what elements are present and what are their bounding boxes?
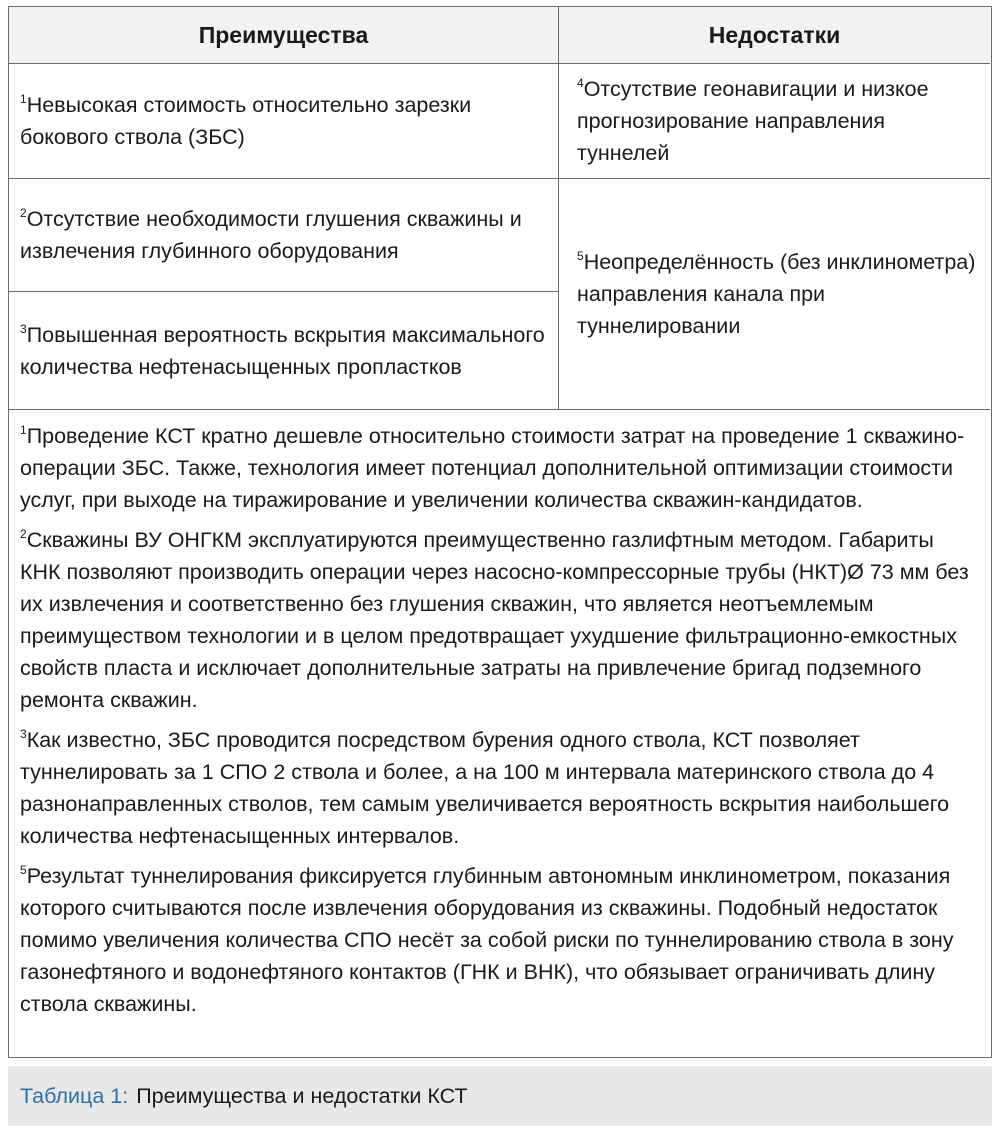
disadvantage-cell-4 [559,64,990,179]
footnote-marker: 5 [20,863,27,877]
footnote-2 [20,524,980,716]
disadvantage-cell-5 [559,179,990,410]
footnote-text: Результат туннелирования фиксируется глубинным автономным инклинометром, показания которого считываются после извлечения оборудования из скважины. Подобный недостаток помимо увеличения количества СПО несёт за собой риски по туннелированию ствола в зону газонефтяного и водонефтяного контактов (ГНК и ВНК), что обязывает ограничивать длину ствола скважины. [20,864,954,1016]
footnote-text: Проведение КСТ кратно дешевле относительно стоимости затрат на проведение 1 скважино-операции ЗБС. Также, технология имеет потенциал дополнительной оптимизации стоимости услуг, при выходе на тиражирование и увеличении количества скважин-кандидатов. [20,424,965,512]
disadvantage-text: Отсутствие геонавигации и низкое прогнозирование направления туннелей [577,77,929,165]
footnote-marker: 4 [577,76,584,90]
footnote-marker: 2 [20,206,27,220]
advantage-cell-3 [9,292,559,410]
caption-text: Преимущества и недостатки КСТ [136,1083,468,1108]
advantage-text: Повышенная вероятность вскрытия максимального количества нефтенасыщенных пропластков [20,322,545,379]
footnote-marker: 3 [20,727,27,741]
advantage-text: Отсутствие необходимости глушения скважины и извлечения глубинного оборудования [20,207,522,263]
table-caption [8,1066,992,1126]
footnotes-section [9,410,990,1028]
footnote-marker: 2 [20,527,27,541]
footnote-3 [20,724,980,852]
comparison-table [8,6,992,1058]
footnote-marker: 1 [20,92,27,106]
footnote-marker: 1 [20,423,27,437]
footnote-1 [20,420,980,516]
advantage-text: Невысокая стоимость относительно зарезки бокового ствола (ЗБС) [20,93,472,149]
footnote-marker: 3 [20,321,27,336]
header-advantages: Преимущества [9,7,559,64]
advantage-cell-2 [9,179,559,292]
advantage-cell-1 [9,64,559,179]
footnote-5 [20,860,980,1020]
footnote-text: Скважины ВУ ОНГКМ эксплуатируются преимущественно газлифтным методом. Габариты КНК позволяют производить операции через насосно-компрессорные трубы (НКТ)Ø 73 мм без их извлечения и соответственно без глушения скважин, что является неотъемлемым преимуществом технологии и в целом предотвращает ухудшение фильтрационно-емкостных свойств пласта и исключает дополнительные затраты на привлечение бригад подземного ремонта скважин. [20,528,969,712]
header-disadvantages: Недостатки [559,7,990,64]
footnote-text: Как известно, ЗБС проводится посредством бурения одного ствола, КСТ позволяет туннелировать за 1 СПО 2 ствола и более, а на 100 м интервала материнского ствола до 4 разнонаправленных стволов, тем самым увеличивается вероятность вскрытия наибольшего количества нефтенасыщенных интервалов. [20,728,950,848]
caption-label: Таблица 1: [20,1083,129,1108]
disadvantage-text: Неопределённость (без инклинометра) направления канала при туннелировании [577,250,976,338]
footnote-marker: 5 [577,249,584,263]
